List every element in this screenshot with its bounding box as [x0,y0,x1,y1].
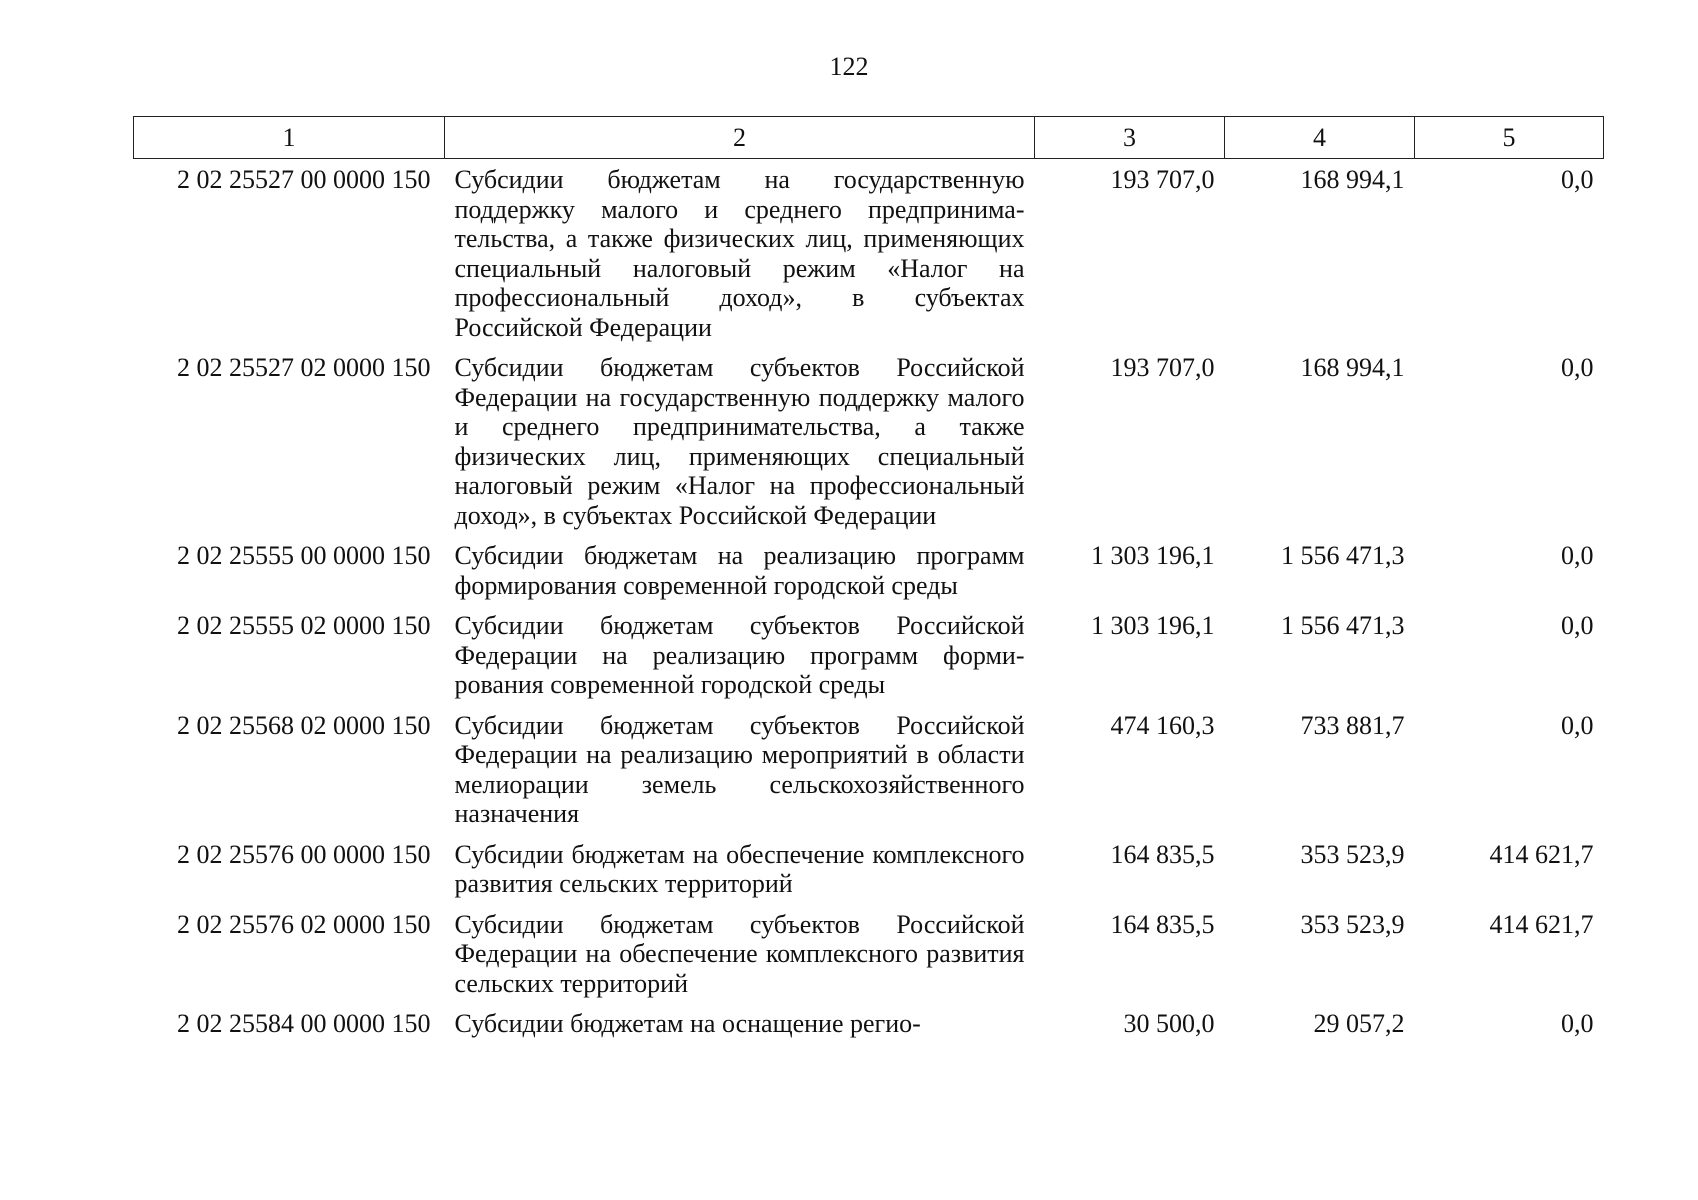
item-description: Субсидии бюджетам субъектов Российской Федерации на реализацию программ формирования современной городской среды [454,611,1025,699]
value-col-5: 414 621,7 [1489,839,1594,869]
item-description: Субсидии бюджетам субъектов Российской Федерации на обеспечение комплексного развития сельских территорий [454,909,1025,998]
item-description: Субсидии бюджетам субъектов Российской Федерации на государственную поддержку малого и среднего предпринимательства, а также физических лиц, применяющих специальный налоговый режим «Налог на профессиональный доход», в субъектах Российской Федерации [454,353,1025,530]
table-row [134,707,1604,836]
table-body [134,159,1604,1046]
header-col-5: 5 [1415,117,1604,159]
budget-table [133,116,1604,1046]
value-col-4: 1 556 471,3 [1281,541,1405,570]
value-col-4: 353 523,9 [1300,839,1405,869]
item-description: Субсидии бюджетам субъектов Российской Федерации на реализацию мероприятий в области мелиорации земель сельскохозяйственного назначения [454,710,1025,828]
value-col-5: 0,0 [1561,611,1594,640]
table-row [134,537,1604,607]
value-col-3: 1 303 196,1 [1091,611,1215,640]
header-col-3: 3 [1035,117,1225,159]
budget-code: 2 02 25555 00 0000 150 [177,541,431,570]
value-col-4: 29 057,2 [1313,1009,1405,1038]
table-row [134,836,1604,906]
value-col-4: 168 994,1 [1300,165,1405,194]
value-col-5: 0,0 [1561,541,1594,570]
header-col-4: 4 [1225,117,1415,159]
table-row [134,906,1604,1006]
value-col-5: 0,0 [1561,165,1594,194]
table-header [134,117,1604,159]
budget-code: 2 02 25555 02 0000 150 [177,611,431,640]
value-col-3: 193 707,0 [1110,165,1215,194]
item-description: Субсидии бюджетам на оснащение регио- [454,1009,921,1038]
header-col-2: 2 [445,117,1035,159]
page-number: 122 [829,52,869,81]
value-col-3: 164 835,5 [1110,909,1215,939]
value-col-3: 474 160,3 [1110,710,1215,740]
value-col-5: 0,0 [1561,710,1594,740]
value-col-4: 353 523,9 [1300,909,1405,939]
header-col-1: 1 [134,117,445,159]
table-row [134,349,1604,537]
item-description: Субсидии бюджетам на обеспечение комплексного развития сельских территорий [454,839,1025,898]
value-col-4: 168 994,1 [1300,353,1405,382]
budget-code: 2 02 25527 00 0000 150 [177,165,431,194]
table-row [134,1005,1604,1046]
item-description: Субсидии бюджетам на реализацию программ формирования современной городской среды [454,541,1025,600]
budget-code: 2 02 25576 02 0000 150 [177,909,431,939]
item-description: Субсидии бюджетам на государственную поддержку малого и среднего предпринимательства, а также физических лиц, применяющих специальный налоговый режим «Налог на профессиональный доход», в субъектах Российской Федерации [454,165,1025,342]
table-row [134,159,1604,350]
value-col-5: 414 621,7 [1489,909,1594,939]
header-row [134,117,1604,159]
table-row [134,607,1604,707]
budget-code: 2 02 25584 00 0000 150 [177,1009,431,1038]
value-col-4: 733 881,7 [1300,710,1405,740]
value-col-3: 30 500,0 [1123,1009,1215,1038]
value-col-3: 1 303 196,1 [1091,541,1215,570]
budget-code: 2 02 25576 00 0000 150 [177,839,431,869]
value-col-3: 193 707,0 [1110,353,1215,382]
budget-code: 2 02 25527 02 0000 150 [177,353,431,382]
value-col-3: 164 835,5 [1110,839,1215,869]
budget-code: 2 02 25568 02 0000 150 [177,710,431,740]
value-col-5: 0,0 [1561,1009,1594,1038]
value-col-5: 0,0 [1561,353,1594,382]
value-col-4: 1 556 471,3 [1281,611,1405,640]
